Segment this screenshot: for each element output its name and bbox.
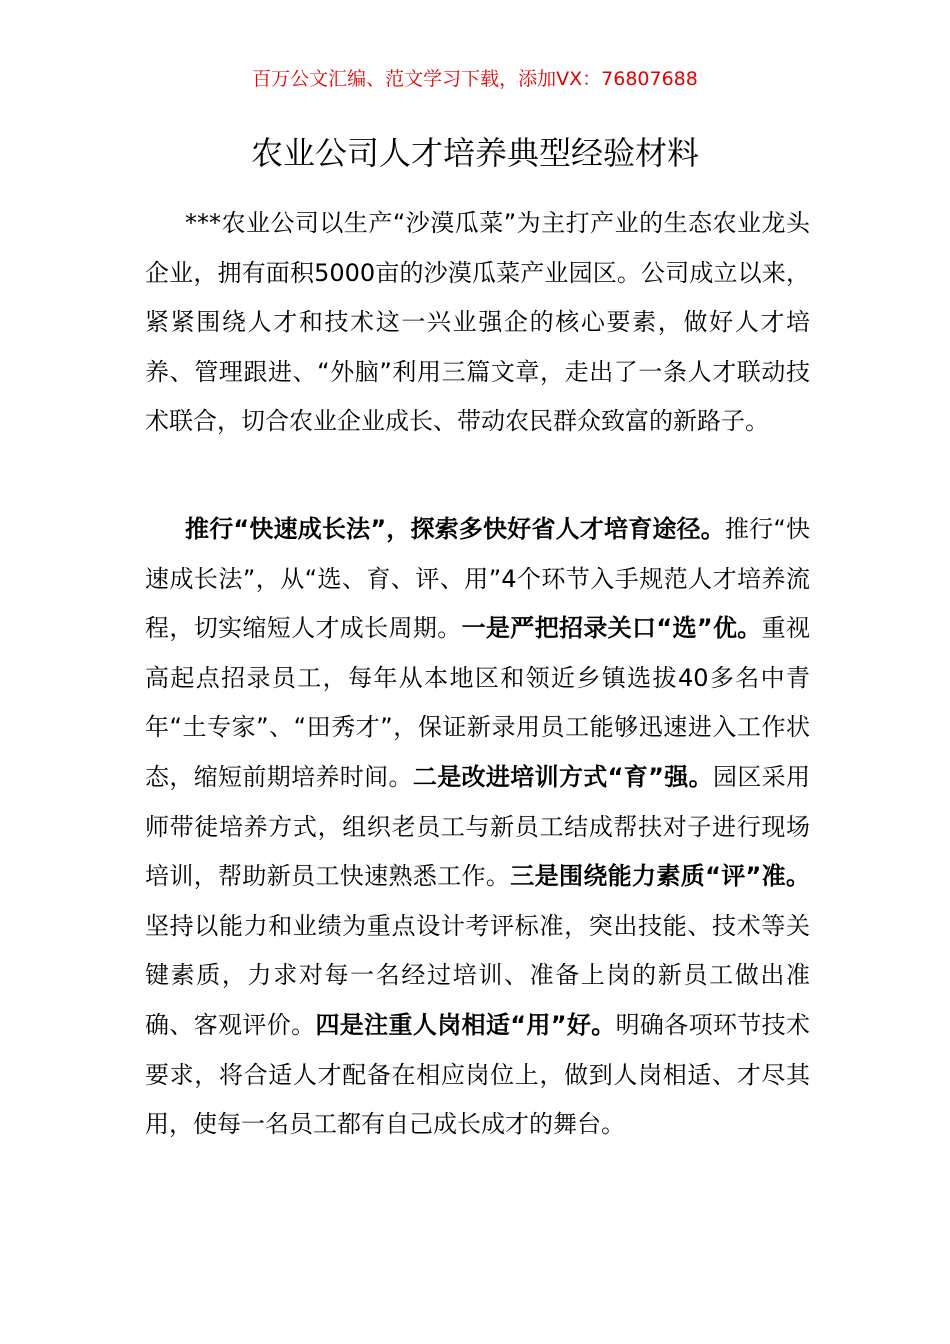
point-4-text: 明确各项环节技术要求，将合适人才配备在相应岗位上，做到人岗相适、才尽其用，使每一名员工都有自己成长成才的舞台。	[145, 1010, 811, 1139]
point-2-title: 二是改进培训方式“育”强。	[412, 762, 713, 791]
point-3-text: 坚持以能力和业绩为重点设计考评标准，突出技能、技术等关键素质，力求对每一名经过培训、准备上岗的新员工做出准确、客观评价。	[145, 911, 810, 1039]
paragraph-intro: ***农业公司以生产“沙漠瓜菜”为主打产业的生态农业龙头企业，拥有面积5000亩的沙漠瓜菜产业园区。公司成立以来，紧紧围绕人才和技术这一兴业强企的核心要素，做好人才培养、管理跟进、“外脑”利用三篇文章，走出了一条人才联动技术联合，切合农业企业成长、带动农民群众致富的新路子。	[145, 209, 810, 436]
point-3-title: 三是围绕能力素质“评”准。	[510, 862, 811, 891]
point-2-text: 园区采用师带徒培养方式，组织老员工与新员工结成帮扶对子进行现场培训，帮助新员工快速熟悉工作。	[145, 762, 811, 891]
paragraph-heading: 推行“快速成长法”，探索多快好省人才培育途径。	[185, 515, 725, 543]
paragraph-fast-growth	[145, 505, 810, 1150]
point-1-text: 重视高起点招录员工，每年从本地区和领近乡镇选拔40多名中青年“土专家”、“田秀才”，保证新录用员工能够迅速进入工作状态，缩短前期培养时间。	[145, 614, 811, 791]
document-title: 农业公司人才培养典型经验材料	[250, 134, 699, 172]
point-4-title: 四是注重人岗相适“用”好。	[315, 1010, 616, 1039]
header-note: 百万公文汇编、范文学习下载，添加VX：76807688	[252, 68, 698, 90]
paragraph-intro-text: 推行“快速成长法”，从“选、育、评、用”4个环节入手规范人才培养流程，切实缩短人才成长周期。	[145, 515, 810, 643]
point-1-title: 一是严把招录关口“选”优。	[461, 614, 762, 643]
